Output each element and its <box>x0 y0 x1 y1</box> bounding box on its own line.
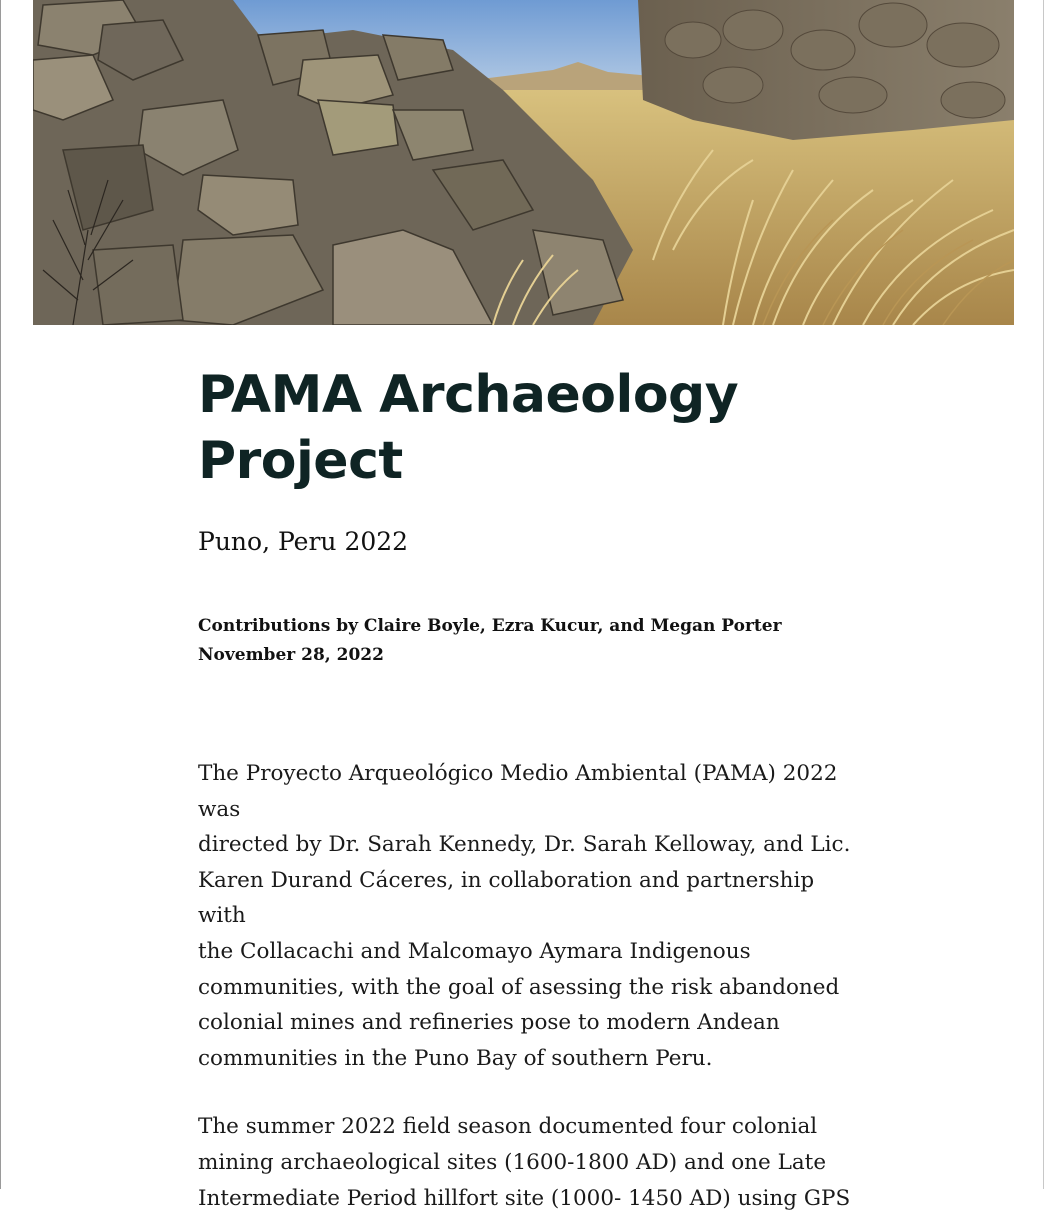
article <box>198 362 863 1216</box>
body-paragraph: The summer 2022 field season documented four colonial mining archaeological sites (1600-1800 AD) and one Late Intermediate Period hillfort site (1000- 1450 AD) using GPS <box>198 1114 851 1211</box>
hero-image <box>33 0 1014 325</box>
publish-date: November 28, 2022 <box>198 645 384 665</box>
body-paragraph: The Proyecto Arqueológico Medio Ambiental (PAMA) 2022 was directed by Dr. Sarah Kennedy, Dr. Sarah Kelloway, and Lic. Karen Durand Cáceres, in collaboration and partnership with the Collacachi and Malcomayo Aymara Indigenous communities, with the goal of asessing the risk abandoned colonial mines and refineries pose to modern Andean communities in the Puno Bay of southern Peru. <box>198 761 851 1071</box>
page-title: PAMA Archaeology Project <box>198 365 739 491</box>
page-subtitle: Puno, Peru 2022 <box>198 527 409 556</box>
contributors: Contributions by Claire Boyle, Ezra Kucur, and Megan Porter <box>198 616 782 636</box>
hero-illustration <box>33 0 1014 325</box>
byline <box>198 612 863 670</box>
